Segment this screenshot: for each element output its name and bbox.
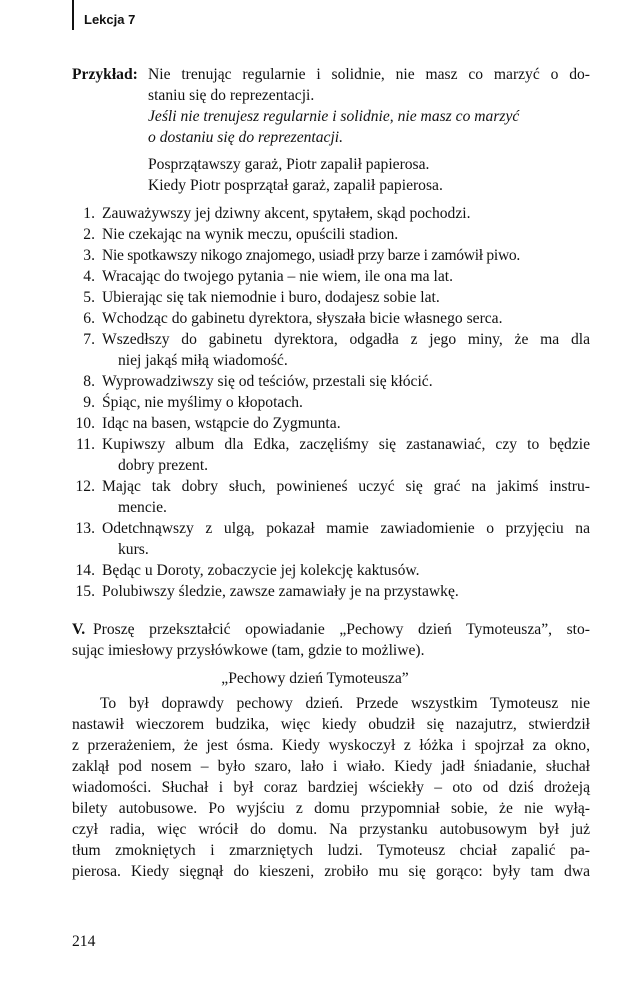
exercise-number: 8. (83, 373, 95, 390)
exercise-number: 10. (75, 415, 95, 432)
lesson-header: Lekcja 7 (84, 12, 136, 27)
exercise-text: Wyprowadziwszy się od teściów, przestali się kłócić. (102, 373, 433, 390)
exercise-number: 11. (76, 436, 95, 453)
exercise-text: mencie. (118, 499, 167, 516)
example-line: Kiedy Piotr posprzątał garaż, zapalił papierosa. (148, 177, 443, 194)
exercise-number: 4. (83, 268, 95, 285)
exercise-number: 2. (83, 226, 95, 243)
story-line: To był doprawdy pechowy dzień. Przede wszystkim Tymoteusz nie (100, 695, 590, 712)
exercise-text: Odetchnąwszy z ulgą, pokazał mamie zawiadomienie o przyjęciu na (102, 520, 590, 537)
story-line: bilety autobusowe. Po wyjściu z domu przypomniał sobie, że nie wyłą- (72, 800, 590, 817)
exercise-text: Wszedłszy do gabinetu dyrektora, odgadła z jego miny, że ma dla (102, 331, 590, 348)
example-line: staniu się do reprezentacji. (148, 87, 315, 104)
story-line: tłum zmokniętych i zmarzniętych ludzi. Tymoteusz chciał zapalić pa- (72, 842, 590, 859)
task-label: V. (72, 621, 86, 638)
example-label: Przykład: (72, 66, 138, 83)
example-line: Jeśli nie trenujesz regularnie i solidnie, nie masz co marzyć (148, 108, 520, 125)
example-line: Nie trenując regularnie i solidnie, nie masz co marzyć o do- (148, 66, 590, 83)
exercise-text: Nie spotkawszy nikogo znajomego, usiadł przy barze i zamówił piwo. (102, 247, 521, 264)
story-line: pierosa. Kiedy sięgnął do kieszeni, zrobiło mu się gorąco: były tam dwa (72, 863, 590, 880)
exercise-text: Idąc na basen, wstąpcie do Zygmunta. (102, 415, 341, 432)
exercise-number: 7. (83, 331, 95, 348)
exercise-number: 3. (83, 247, 95, 264)
story-title: „Pechowy dzień Tymoteusza” (221, 670, 409, 687)
exercise-text: Zauważywszy jej dziwny akcent, spytałem, skąd pochodzi. (102, 205, 471, 222)
exercise-number: 13. (75, 520, 95, 537)
exercise-text: Ubierając się tak niemodnie i buro, dodajesz sobie lat. (102, 289, 440, 306)
story-line: zaklął pod nosem – było szaro, lało i wiało. Kiedy jadł śniadanie, słuchał (72, 758, 590, 775)
exercise-text: kurs. (118, 541, 149, 558)
exercise-text: Będąc u Doroty, zobaczycie jej kolekcję kaktusów. (102, 562, 420, 579)
example-line: Posprzątawszy garaż, Piotr zapalił papierosa. (148, 156, 430, 173)
story-line: nastawił wieczorem budzika, więc kiedy obudził się nazajutrz, stwierdził (72, 716, 590, 733)
exercise-number: 12. (75, 478, 95, 495)
exercise-number: 1. (83, 205, 95, 222)
exercise-number: 14. (75, 562, 95, 579)
page-number: 214 (72, 933, 96, 950)
exercise-text: niej jakąś miłą wiadomość. (118, 352, 288, 369)
exercise-text: Wracając do twojego pytania – nie wiem, ile ona ma lat. (102, 268, 453, 285)
exercise-text: Nie czekając na wynik meczu, opuścili stadion. (102, 226, 399, 243)
exercise-text: Polubiwszy śledzie, zawsze zamawiały je na przystawkę. (102, 583, 459, 600)
exercise-text: Wchodząc do gabinetu dyrektora, słyszała bicie własnego serca. (102, 310, 503, 327)
exercise-text: dobry prezent. (118, 457, 209, 474)
exercise-number: 9. (83, 394, 95, 411)
exercise-number: 15. (75, 583, 95, 600)
story-line: wiadomości. Słuchał i był coraz bardziej wściekły – oto od dziś drożeją (72, 779, 590, 796)
story-line: czył radia, więc wrócił do domu. Na przystanku autobusowym był już (72, 821, 590, 838)
exercise-number: 6. (83, 310, 95, 327)
task-instruction: Proszę przekształcić opowiadanie „Pechowy dzień Tymoteusza”, sto- (93, 621, 590, 638)
exercise-text: Kupiwszy album dla Edka, zaczęliśmy się zastanawiać, czy to będzie (102, 436, 590, 453)
exercise-text: Mając tak dobry słuch, powinieneś uczyć się grać na jakimś instru- (102, 478, 590, 495)
task-instruction: sując imiesłowy przysłówkowe (tam, gdzie to możliwe). (72, 642, 425, 659)
header-rule (72, 0, 74, 30)
example-line: o dostaniu się do reprezentacji. (148, 129, 344, 146)
exercise-text: Śpiąc, nie myślimy o kłopotach. (102, 394, 303, 411)
story-line: z przerażeniem, że jest ósma. Kiedy wyskoczył z łóżka i spojrzał za okno, (72, 737, 590, 754)
exercise-number: 5. (83, 289, 95, 306)
